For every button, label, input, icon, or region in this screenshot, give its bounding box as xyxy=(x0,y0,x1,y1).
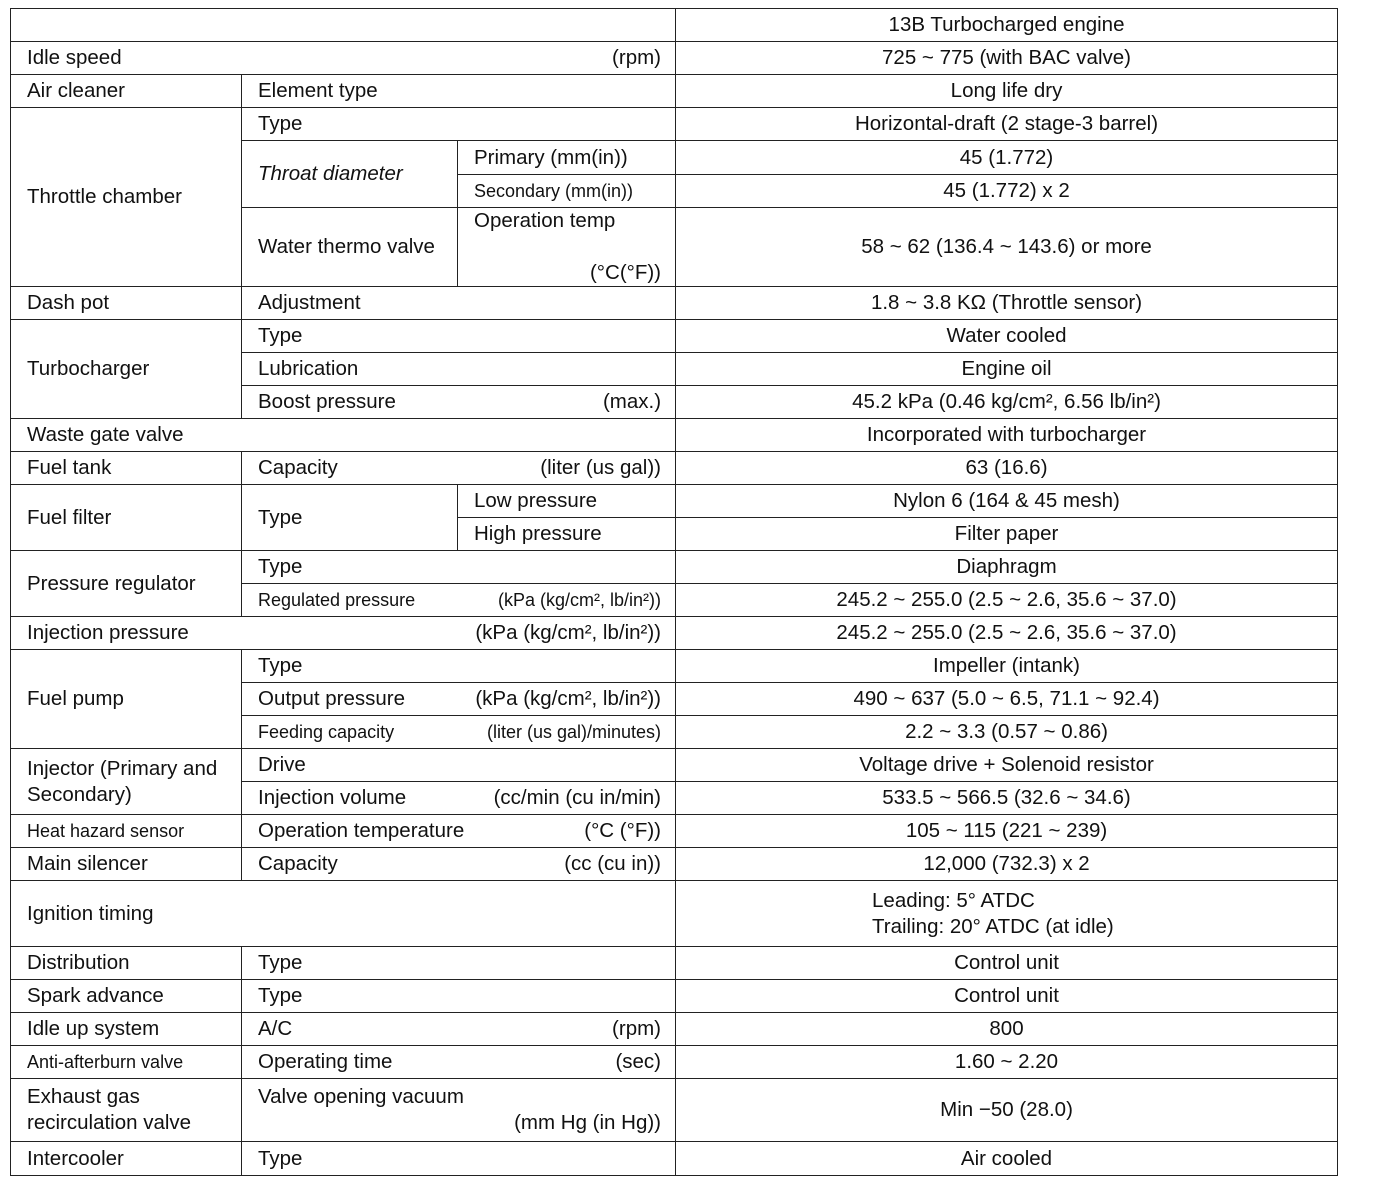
injection-volume-label: Injection volume xyxy=(258,786,407,809)
pressure-regulator-label: Pressure regulator xyxy=(11,551,242,617)
injector-drive-value: Voltage drive + Solenoid resistor xyxy=(676,749,1338,782)
low-pressure-value: Nylon 6 (164 & 45 mesh) xyxy=(676,485,1338,518)
injector-label: Injector (Primary and Secondary) xyxy=(11,749,242,815)
main-silencer-label: Main silencer xyxy=(11,848,242,881)
fuel-filter-label: Fuel filter xyxy=(11,485,242,551)
air-cleaner-value: Long life dry xyxy=(676,75,1338,108)
row-heat-hazard xyxy=(11,815,1338,848)
injection-pressure-label: Injection pressure xyxy=(27,621,189,644)
idle-up-sub: A/C xyxy=(258,1017,293,1040)
anti-afterburn-value: 1.60 ~ 2.20 xyxy=(676,1046,1338,1079)
secondary-value: 45 (1.772) x 2 xyxy=(676,175,1338,208)
main-silencer-unit: (cc (cu in)) xyxy=(564,852,662,875)
output-pressure-label: Output pressure xyxy=(258,687,405,710)
idle-up-value: 800 xyxy=(676,1013,1338,1046)
row-idle-speed xyxy=(11,42,1338,75)
fuel-tank-unit: (liter (us gal)) xyxy=(540,456,662,479)
air-cleaner-label: Air cleaner xyxy=(11,75,242,108)
fuel-tank-sub: Capacity xyxy=(258,456,338,479)
throttle-type-label: Type xyxy=(242,108,676,141)
low-pressure-label: Low pressure xyxy=(458,485,676,518)
high-pressure-label: High pressure xyxy=(458,518,676,551)
fuel-filter-type: Type xyxy=(242,485,458,551)
anti-afterburn-label: Anti-afterburn valve xyxy=(11,1046,242,1079)
main-silencer-value: 12,000 (732.3) x 2 xyxy=(676,848,1338,881)
main-silencer-sub-cell xyxy=(242,848,676,881)
row-distribution xyxy=(11,947,1338,980)
row-fuel-filter-low xyxy=(11,485,1338,518)
turbo-lub-value: Engine oil xyxy=(676,353,1338,386)
row-main-silencer xyxy=(11,848,1338,881)
anti-afterburn-sub: Operating time xyxy=(258,1050,393,1073)
output-pressure-cell xyxy=(242,683,676,716)
intercooler-value: Air cooled xyxy=(676,1142,1338,1176)
regulated-pressure-unit: (kPa (kg/cm², lb/in²)) xyxy=(498,590,662,610)
intercooler-sub: Type xyxy=(242,1142,676,1176)
dash-pot-label: Dash pot xyxy=(11,287,242,320)
turbo-type-label: Type xyxy=(242,320,676,353)
header-engine: 13B Turbocharged engine xyxy=(676,9,1338,42)
water-thermo-label: Water thermo valve xyxy=(242,208,458,287)
row-fuel-pump-type xyxy=(11,650,1338,683)
ignition-trailing: Trailing: 20° ATDC (at idle) xyxy=(872,914,1114,938)
output-pressure-unit: (kPa (kg/cm², lb/in²)) xyxy=(475,687,662,710)
row-egr-valve xyxy=(11,1079,1338,1142)
fuel-tank-label: Fuel tank xyxy=(11,452,242,485)
output-pressure-value: 490 ~ 637 (5.0 ~ 6.5, 71.1 ~ 92.4) xyxy=(676,683,1338,716)
heat-hazard-value: 105 ~ 115 (221 ~ 239) xyxy=(676,815,1338,848)
idle-speed-label-cell xyxy=(11,42,676,75)
heat-hazard-label: Heat hazard sensor xyxy=(11,815,242,848)
anti-afterburn-unit: (sec) xyxy=(615,1050,662,1073)
feeding-capacity-value: 2.2 ~ 3.3 (0.57 ~ 0.86) xyxy=(676,716,1338,749)
feeding-capacity-unit: (liter (us gal)/minutes) xyxy=(486,722,662,742)
high-pressure-value: Filter paper xyxy=(676,518,1338,551)
distribution-label: Distribution xyxy=(11,947,242,980)
ignition-leading: Leading: 5° ATDC xyxy=(872,888,1035,912)
regulator-type-value: Diaphragm xyxy=(676,551,1338,584)
waste-gate-value: Incorporated with turbocharger xyxy=(676,419,1338,452)
boost-value: 45.2 kPa (0.46 kg/cm², 6.56 lb/in²) xyxy=(676,386,1338,419)
row-turbo-type xyxy=(11,320,1338,353)
ignition-timing-label: Ignition timing xyxy=(11,881,676,947)
idle-speed-unit: (rpm) xyxy=(612,46,662,69)
distribution-value: Control unit xyxy=(676,947,1338,980)
row-fuel-tank xyxy=(11,452,1338,485)
throttle-chamber-label: Throttle chamber xyxy=(11,108,242,287)
idle-speed-value: 725 ~ 775 (with BAC valve) xyxy=(676,42,1338,75)
spark-advance-sub: Type xyxy=(242,980,676,1013)
row-spark-advance xyxy=(11,980,1338,1013)
throttle-type-value: Horizontal-draft (2 stage-3 barrel) xyxy=(676,108,1338,141)
regulator-type-label: Type xyxy=(242,551,676,584)
op-temp-label: Operation temp xyxy=(474,209,616,232)
fuel-pump-type-label: Type xyxy=(242,650,676,683)
row-waste-gate xyxy=(11,419,1338,452)
header-blank-cell xyxy=(11,9,676,42)
primary-value: 45 (1.772) xyxy=(676,141,1338,175)
op-temp-value: 58 ~ 62 (136.4 ~ 143.6) or more xyxy=(676,208,1338,287)
regulated-pressure-value: 245.2 ~ 255.0 (2.5 ~ 2.6, 35.6 ~ 37.0) xyxy=(676,584,1338,617)
egr-valve-unit: (mm Hg (in Hg)) xyxy=(514,1111,662,1134)
injection-volume-cell xyxy=(242,782,676,815)
main-silencer-sub: Capacity xyxy=(258,852,338,875)
injection-volume-unit: (cc/min (cu in/min) xyxy=(493,786,662,809)
secondary-label: Secondary (mm(in)) xyxy=(458,175,676,208)
dash-pot-sub: Adjustment xyxy=(242,287,676,320)
row-intercooler xyxy=(11,1142,1338,1176)
intercooler-label: Intercooler xyxy=(11,1142,242,1176)
heat-hazard-sub-cell xyxy=(242,815,676,848)
regulated-pressure-cell xyxy=(242,584,676,617)
op-temp-unit: (°C(°F)) xyxy=(589,261,662,284)
idle-up-unit: (rpm) xyxy=(612,1017,662,1040)
boost-unit: (max.) xyxy=(602,390,662,413)
egr-valve-sub-cell xyxy=(242,1079,676,1142)
heat-hazard-unit: (°C (°F)) xyxy=(584,819,662,842)
row-ignition-timing xyxy=(11,881,1338,947)
injection-pressure-cell xyxy=(11,617,676,650)
injector-drive-label: Drive xyxy=(242,749,676,782)
waste-gate-label: Waste gate valve xyxy=(11,419,676,452)
row-injector-drive xyxy=(11,749,1338,782)
row-throttle-type xyxy=(11,108,1338,141)
boost-label-cell xyxy=(242,386,676,419)
fuel-tank-value: 63 (16.6) xyxy=(676,452,1338,485)
injection-pressure-unit: (kPa (kg/cm², lb/in²)) xyxy=(475,621,662,644)
heat-hazard-sub: Operation temperature xyxy=(258,819,465,842)
header-row xyxy=(11,9,1338,42)
fuel-pump-label: Fuel pump xyxy=(11,650,242,749)
primary-label: Primary (mm(in)) xyxy=(458,141,676,175)
op-temp-cell xyxy=(458,208,676,287)
row-regulator-type xyxy=(11,551,1338,584)
injection-pressure-value: 245.2 ~ 255.0 (2.5 ~ 2.6, 35.6 ~ 37.0) xyxy=(676,617,1338,650)
row-idle-up xyxy=(11,1013,1338,1046)
boost-label: Boost pressure xyxy=(258,390,396,413)
engine-spec-table xyxy=(10,8,1338,1176)
spark-advance-label: Spark advance xyxy=(11,980,242,1013)
air-cleaner-sub: Element type xyxy=(242,75,676,108)
anti-afterburn-sub-cell xyxy=(242,1046,676,1079)
fuel-pump-type-value: Impeller (intank) xyxy=(676,650,1338,683)
idle-up-sub-cell xyxy=(242,1013,676,1046)
idle-speed-label: Idle speed xyxy=(27,46,122,69)
egr-valve-value: Min −50 (28.0) xyxy=(676,1079,1338,1142)
spark-advance-value: Control unit xyxy=(676,980,1338,1013)
ignition-timing-cell xyxy=(676,881,1338,947)
feeding-capacity-cell xyxy=(242,716,676,749)
feeding-capacity-label: Feeding capacity xyxy=(258,722,395,742)
turbo-lub-label: Lubrication xyxy=(242,353,676,386)
fuel-tank-sub-cell xyxy=(242,452,676,485)
egr-valve-sub: Valve opening vacuum xyxy=(258,1085,464,1108)
egr-valve-label: Exhaust gas recirculation valve xyxy=(11,1079,242,1142)
injection-volume-value: 533.5 ~ 566.5 (32.6 ~ 34.6) xyxy=(676,782,1338,815)
throat-diameter-label: Throat diameter xyxy=(242,141,458,208)
turbocharger-label: Turbocharger xyxy=(11,320,242,419)
idle-up-label: Idle up system xyxy=(11,1013,242,1046)
row-injection-pressure xyxy=(11,617,1338,650)
dash-pot-value: 1.8 ~ 3.8 KΩ (Throttle sensor) xyxy=(676,287,1338,320)
turbo-type-value: Water cooled xyxy=(676,320,1338,353)
row-anti-afterburn xyxy=(11,1046,1338,1079)
row-air-cleaner xyxy=(11,75,1338,108)
distribution-sub: Type xyxy=(242,947,676,980)
row-dash-pot xyxy=(11,287,1338,320)
regulated-pressure-label: Regulated pressure xyxy=(258,590,416,610)
